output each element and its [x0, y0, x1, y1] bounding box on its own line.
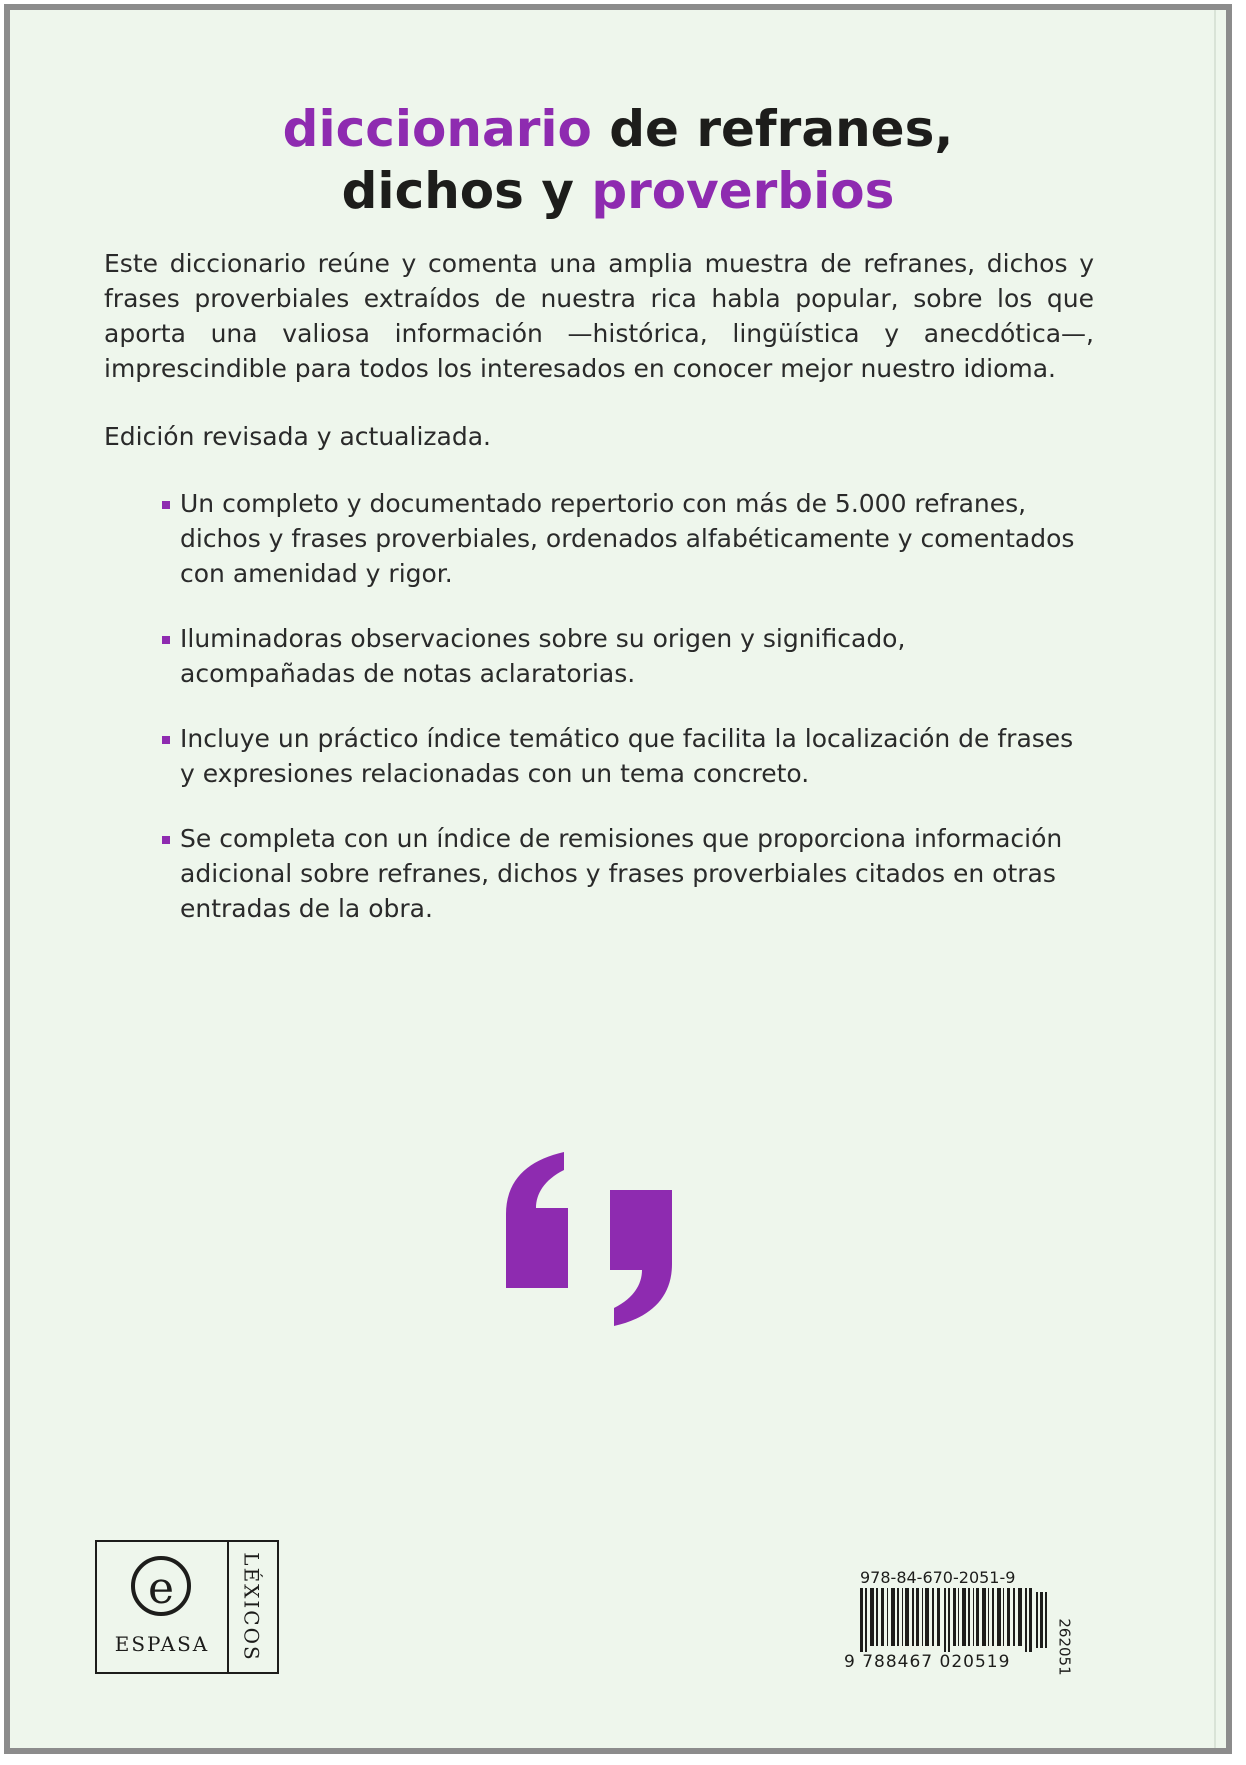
collection-name: LÉXICOS — [240, 1552, 265, 1662]
book-back-cover — [4, 4, 1232, 1754]
edition-note: Edición revisada y actualizada. — [104, 422, 491, 451]
title-word-dichos: dichos y — [341, 162, 592, 220]
title-word-refranes: de refranes, — [591, 100, 954, 158]
espasa-e-icon: e — [131, 1556, 191, 1616]
collection-label — [227, 1542, 277, 1672]
feature-item: Incluye un práctico índice temático que facilita la localización de frases y expresiones relacionadas con un tema concreto. — [180, 721, 1080, 791]
feature-list — [180, 486, 1080, 956]
double-quote-icon — [506, 1150, 676, 1334]
feature-item: Un completo y documentado repertorio con más de 5.000 refranes, dichos y frases proverbiales, ordenados alfabéticamente y comentados con amenidad y rigor. — [180, 486, 1080, 591]
barcode-icon — [860, 1588, 1050, 1652]
intro-paragraph: Este diccionario reúne y comenta una amplia muestra de refranes, dichos y frases proverbiales extraídos de nuestra rica habla popular, sobre los que aporta una valiosa información —histórica, lingüística y anecdótica—, imprescindible para todos los interesados en conocer mejor nuestro idioma. — [104, 249, 1094, 383]
title-word-diccionario: diccionario — [282, 100, 592, 158]
feature-item: Iluminadoras observaciones sobre su origen y significado, acompañadas de notas aclaratorias. — [180, 621, 1080, 691]
book-title — [10, 98, 1226, 222]
feature-item: Se completa con un índice de remisiones que proporciona información adicional sobre refranes, dichos y frases proverbiales citados en otras entradas de la obra. — [180, 821, 1080, 926]
publisher-emblem — [97, 1542, 229, 1672]
publisher-name: ESPASA — [114, 1632, 210, 1656]
barcode-addon — [1052, 1612, 1078, 1682]
isbn-text: 978-84-670-2051-9 — [860, 1568, 1016, 1587]
publisher-logo — [95, 1540, 279, 1674]
barcode-digits: 9 788467 020519 — [844, 1652, 1011, 1672]
title-word-proverbios: proverbios — [591, 162, 895, 220]
barcode-addon-number: 262051 — [1056, 1618, 1075, 1676]
